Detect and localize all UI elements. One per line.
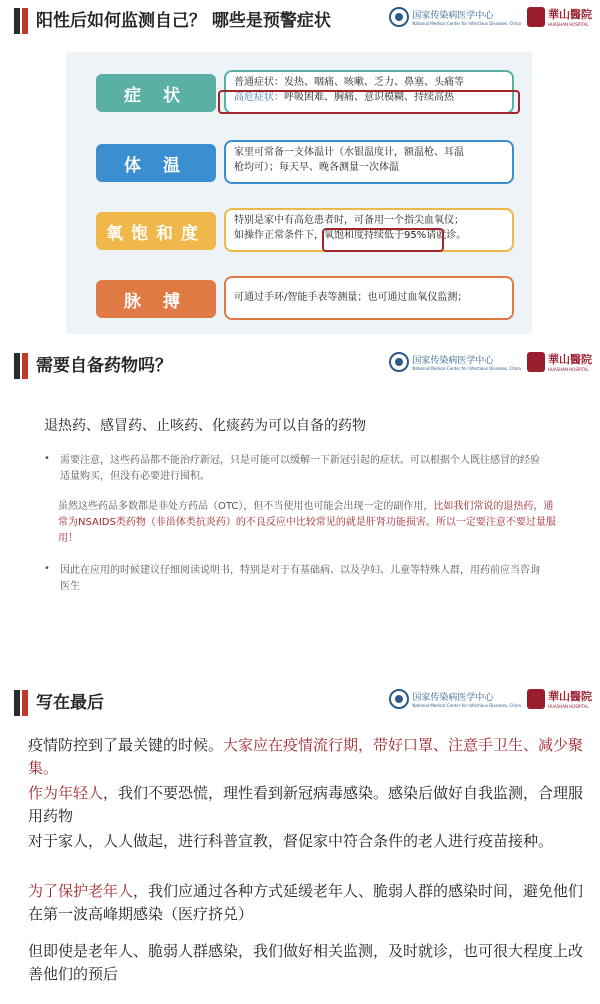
nmcid-emblem-icon [389, 7, 409, 27]
title-bar-red [22, 690, 28, 716]
label-oxygen: 氧饱和度 [96, 212, 216, 250]
conclusion-p4: 为了保护老年人，我们应通过各种方式延缓老年人、脆弱人群的感染时间，避免他们在第一波高峰期感染（医疗挤兑） [28, 882, 584, 923]
pulse-line1: 可通过手环/智能手表等测量；也可通过血氧仪监测； [234, 292, 468, 303]
huashan-name-en: HUASHAN HOSPITAL [548, 22, 589, 27]
medications-warning: 虽然这些药品多数都是非处方药品（OTC），但不当使用也可能会出现一定的副作用，比如我们常说的退热药，通常为NSAIDS类药物（非甾体类抗炎药）的不良反应中比较常见的就是肝肾功能损害。所以一定要注意不要过量服用！ [58, 501, 556, 544]
monitoring-panel [66, 52, 532, 334]
highlight-high-risk [218, 90, 520, 114]
highlight-oxygen [322, 228, 444, 252]
logos [389, 6, 592, 27]
medications-advice: 因此在应用的时候建议仔细阅读说明书，特别是对于有基础病、以及孕妇、儿童等特殊人群，用药前应当咨询医生 [60, 565, 540, 592]
slide-conclusion [0, 682, 600, 1004]
slide-header [0, 0, 600, 40]
slide-title: 需要自备药物吗？ [36, 356, 172, 376]
conclusion-p5: 但即使是老年人、脆弱人群感染，我们做好相关监测，及时就诊，也可很大程度上改善他们的预后 [28, 942, 584, 983]
title-bar-dark [14, 690, 20, 716]
temperature-line2: 枪均可）；每天早、晚各测量一次体温 [234, 162, 399, 173]
huashan-name-en: HUASHAN HOSPITAL [548, 704, 589, 709]
huashan-name: 華山醫院 [548, 690, 592, 703]
bullet-dot-icon: • [44, 453, 50, 464]
slide-title: 阳性后如何监测自己？ 哪些是预警症状 [36, 11, 331, 31]
nmcid-logo [389, 689, 521, 709]
desc-pulse [224, 276, 514, 320]
symptoms-common: 普通症状：发热、咽痛、咳嗽、乏力、鼻塞、头痛等 [234, 77, 464, 88]
huashan-name-en: HUASHAN HOSPITAL [548, 367, 589, 372]
slide-header [0, 345, 600, 385]
temperature-line1: 家里可常备一支体温计（水银温度计，额温枪、耳温 [234, 147, 464, 158]
slide-medications [0, 345, 600, 675]
label-pulse: 脉 搏 [96, 280, 216, 318]
nmcid-name-en: National Medical Center for Infectious Diseases, China [412, 20, 521, 26]
desc-temperature [224, 140, 514, 184]
row-pulse [66, 272, 532, 332]
label-symptoms: 症 状 [96, 74, 216, 112]
huashan-name: 華山醫院 [548, 8, 592, 21]
huashan-logo [527, 6, 592, 27]
medications-note: 需要注意，这些药品都不能治疗新冠，只是可能可以缓解一下新冠引起的症状。可以根据个人既往感冒的经验适量购买，但没有必要进行囤积。 [60, 455, 540, 482]
label-temperature: 体 温 [96, 144, 216, 182]
nmcid-logo [389, 352, 521, 372]
nmcid-name: 国家传染病医学中心 [412, 692, 494, 703]
slide-header [0, 682, 600, 722]
row-oxygen [66, 204, 532, 264]
huashan-emblem-icon [527, 352, 545, 372]
oxygen-line1: 特别是家中有高危患者时，可备用一个指尖血氧仪； [234, 215, 464, 226]
row-temperature [66, 136, 532, 196]
slide-monitoring [0, 0, 600, 345]
conclusion-p1: 疫情防控到了最关键的时候。大家应在疫情流行期，带好口罩、注意手卫生、减少聚集。 [28, 736, 584, 777]
row-symptoms [66, 66, 532, 126]
title-bar-red [22, 8, 28, 34]
title-bar-dark [14, 8, 20, 34]
nmcid-emblem-icon [389, 352, 409, 372]
logos [389, 688, 592, 709]
oxygen-line2: 如操作正常条件下，氧饱和度持续低于95%请就诊。 [234, 230, 467, 241]
slide-title: 写在最后 [36, 693, 104, 713]
huashan-emblem-icon [527, 689, 545, 709]
logos [389, 351, 592, 372]
conclusion-p2: 作为年轻人，我们不要恐慌，理性看到新冠病毒感染。感染后做好自我监测，合理服用药物 [28, 784, 584, 825]
conclusion-p3: 对于家人，人人做起，进行科普宣教，督促家中符合条件的老人进行疫苗接种。 [28, 832, 554, 850]
nmcid-name-en: National Medical Center for Infectious Diseases, China [412, 365, 521, 371]
huashan-logo [527, 688, 592, 709]
nmcid-name: 国家传染病医学中心 [412, 10, 494, 21]
title-bar-red [22, 353, 28, 379]
title-bar-dark [14, 353, 20, 379]
nmcid-name-en: National Medical Center for Infectious Diseases, China [412, 702, 521, 708]
huashan-emblem-icon [527, 7, 545, 27]
symptoms-high-risk: 高危症状：呼吸困难、胸痛、意识模糊、持续高热 [234, 92, 454, 103]
huashan-logo [527, 351, 592, 372]
huashan-name: 華山醫院 [548, 353, 592, 366]
medications-main: 退热药、感冒药、止咳药、化痰药为可以自备的药物 [44, 418, 366, 434]
nmcid-emblem-icon [389, 689, 409, 709]
nmcid-name: 国家传染病医学中心 [412, 355, 494, 366]
nmcid-logo [389, 7, 521, 27]
bullet-dot-icon: • [44, 563, 50, 574]
